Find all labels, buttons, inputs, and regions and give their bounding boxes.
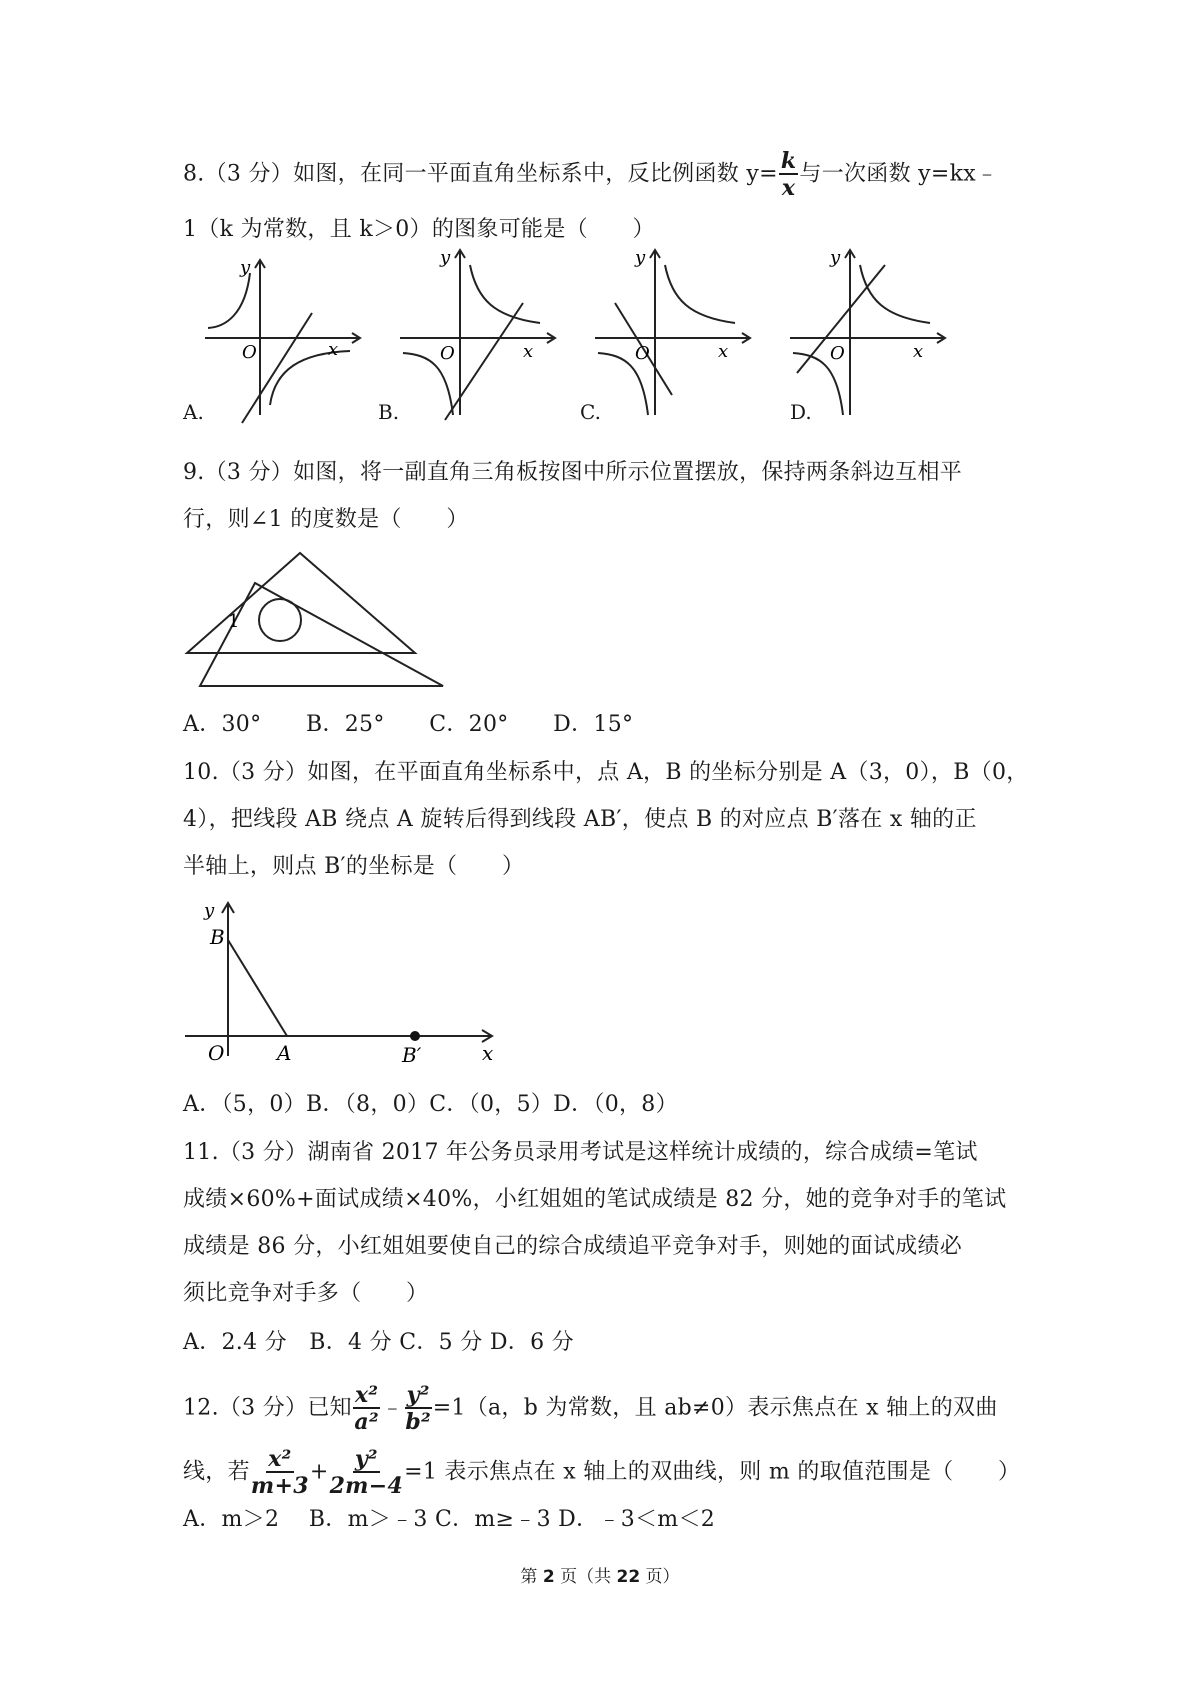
q8-graph-c [590, 245, 760, 425]
fraction-denominator: x [781, 175, 796, 201]
q12-fraction-4 [330, 1448, 404, 1497]
q10-bprime-label: B′ [402, 1043, 422, 1067]
q12-line2 [183, 1448, 1020, 1497]
q8b-y-label: y [440, 247, 451, 268]
q9-figure [180, 548, 460, 688]
q11-options: A．2.4 分 B．4 分 C．5 分 D．6 分 [183, 1330, 574, 1355]
q12-fraction-3 [251, 1448, 309, 1497]
q10-x-label: x [482, 1041, 494, 1065]
fraction-numerator: x² [268, 1446, 292, 1472]
q11-line3: 成绩是 86 分，小红姐姐要使自己的综合成绩追平竞争对手，则她的面试成绩必 [183, 1234, 963, 1259]
q8-option-b: B. [378, 400, 400, 424]
fraction-denominator: 2m−4 [329, 1473, 404, 1499]
q8a-y-label: y [240, 257, 251, 278]
q11-line4: 须比竞争对手多（ ） [183, 1281, 429, 1306]
q11-line2: 成绩×60%+面试成绩×40%，小红姐姐的笔试成绩是 82 分，她的竞争对手的笔试 [183, 1187, 1007, 1212]
q10-line3: 半轴上，则点 B′的坐标是（ ） [183, 854, 525, 879]
q10-figure [180, 898, 500, 1068]
q12-plus: + [309, 1459, 329, 1485]
q12-fraction-2 [405, 1384, 432, 1433]
fraction-denominator: b² [405, 1409, 431, 1435]
fraction-numerator: k [780, 148, 797, 174]
q8b-origin: O [440, 343, 455, 364]
q12-options: A．m＞2 B．m＞﹣3 C．m≥﹣3 D．﹣3＜m＜2 [183, 1507, 716, 1532]
q8-graph-a [200, 255, 370, 425]
q8-option-c: C. [580, 400, 601, 424]
q8a-origin: O [242, 342, 257, 363]
q8-option-d: D. [790, 400, 812, 424]
fraction-denominator: a² [354, 1409, 379, 1435]
page-number: 2 [542, 1567, 555, 1587]
q8-text-pre: 8.（3 分）如图，在同一平面直角坐标系中，反比例函数 y= [183, 161, 778, 187]
q12-text-mid: =1（a，b 为常数，且 ab≠0）表示焦点在 x 轴上的双曲 [432, 1395, 998, 1421]
q8-graph-d [785, 245, 955, 425]
q11-line1: 11.（3 分）湖南省 2017 年公务员录用考试是这样统计成绩的，综合成绩=笔试 [183, 1140, 978, 1165]
page-footer [0, 1562, 1200, 1587]
fraction-denominator: m+3 [250, 1473, 309, 1499]
footer-text: 页（共 [554, 1567, 617, 1587]
q8b-x-label: x [523, 341, 534, 362]
q9-angle-label: 1 [228, 611, 240, 632]
q8-option-a: A. [183, 400, 204, 424]
q8d-y-label: y [830, 247, 841, 268]
total-pages: 22 [616, 1567, 641, 1587]
q9-line1: 9.（3 分）如图，将一副直角三角板按图中所示位置摆放，保持两条斜边互相平 [183, 460, 963, 485]
q8-text-post: 与一次函数 y=kx﹣ [799, 161, 999, 187]
q10-a-label: A [277, 1041, 292, 1065]
q12-text-line2-post: =1 表示焦点在 x 轴上的双曲线，则 m 的取值范围是（ ） [404, 1459, 1021, 1485]
q8c-x-label: x [718, 341, 729, 362]
q8-fraction [779, 150, 799, 199]
q9-line2: 行，则∠1 的度数是（ ） [183, 507, 469, 532]
q12-minus: ﹣ [381, 1395, 404, 1421]
q8a-x-label: x [328, 339, 339, 360]
q10-b-label: B [210, 925, 225, 949]
q8d-origin: O [830, 343, 845, 364]
q12-text-line2-pre: 线，若 [183, 1459, 250, 1485]
q8c-y-label: y [635, 247, 646, 268]
fraction-numerator: y² [354, 1446, 378, 1472]
q9-options: A．30° B．25° C．20° D．15° [183, 712, 634, 737]
fraction-numerator: x² [354, 1382, 379, 1408]
q8-line2: 1（k 为常数，且 k＞0）的图象可能是（ ） [183, 217, 655, 242]
q8c-origin: O [635, 343, 650, 364]
q8d-x-label: x [913, 341, 924, 362]
q10-line1: 10.（3 分）如图，在平面直角坐标系中，点 A，B 的坐标分别是 A（3，0），B（0， [183, 760, 1029, 785]
footer-text: 页） [640, 1567, 680, 1587]
fraction-numerator: y² [406, 1382, 430, 1408]
q12-fraction-1 [353, 1384, 380, 1433]
q10-y-label: y [204, 900, 215, 921]
footer-text: 第 [520, 1567, 543, 1587]
q10-o-label: O [208, 1041, 225, 1065]
q10-line2: 4），把线段 AB 绕点 A 旋转后得到线段 AB′，使点 B 的对应点 B′落在 x 轴的正 [183, 807, 977, 832]
q8-line1 [183, 150, 998, 199]
q12-text-pre: 12.（3 分）已知 [183, 1395, 352, 1421]
q12-line1 [183, 1384, 998, 1433]
q10-options: A．（5，0）B．（8，0）C．（0，5）D．（0，8） [183, 1092, 678, 1117]
q8-graph-b [395, 245, 565, 425]
